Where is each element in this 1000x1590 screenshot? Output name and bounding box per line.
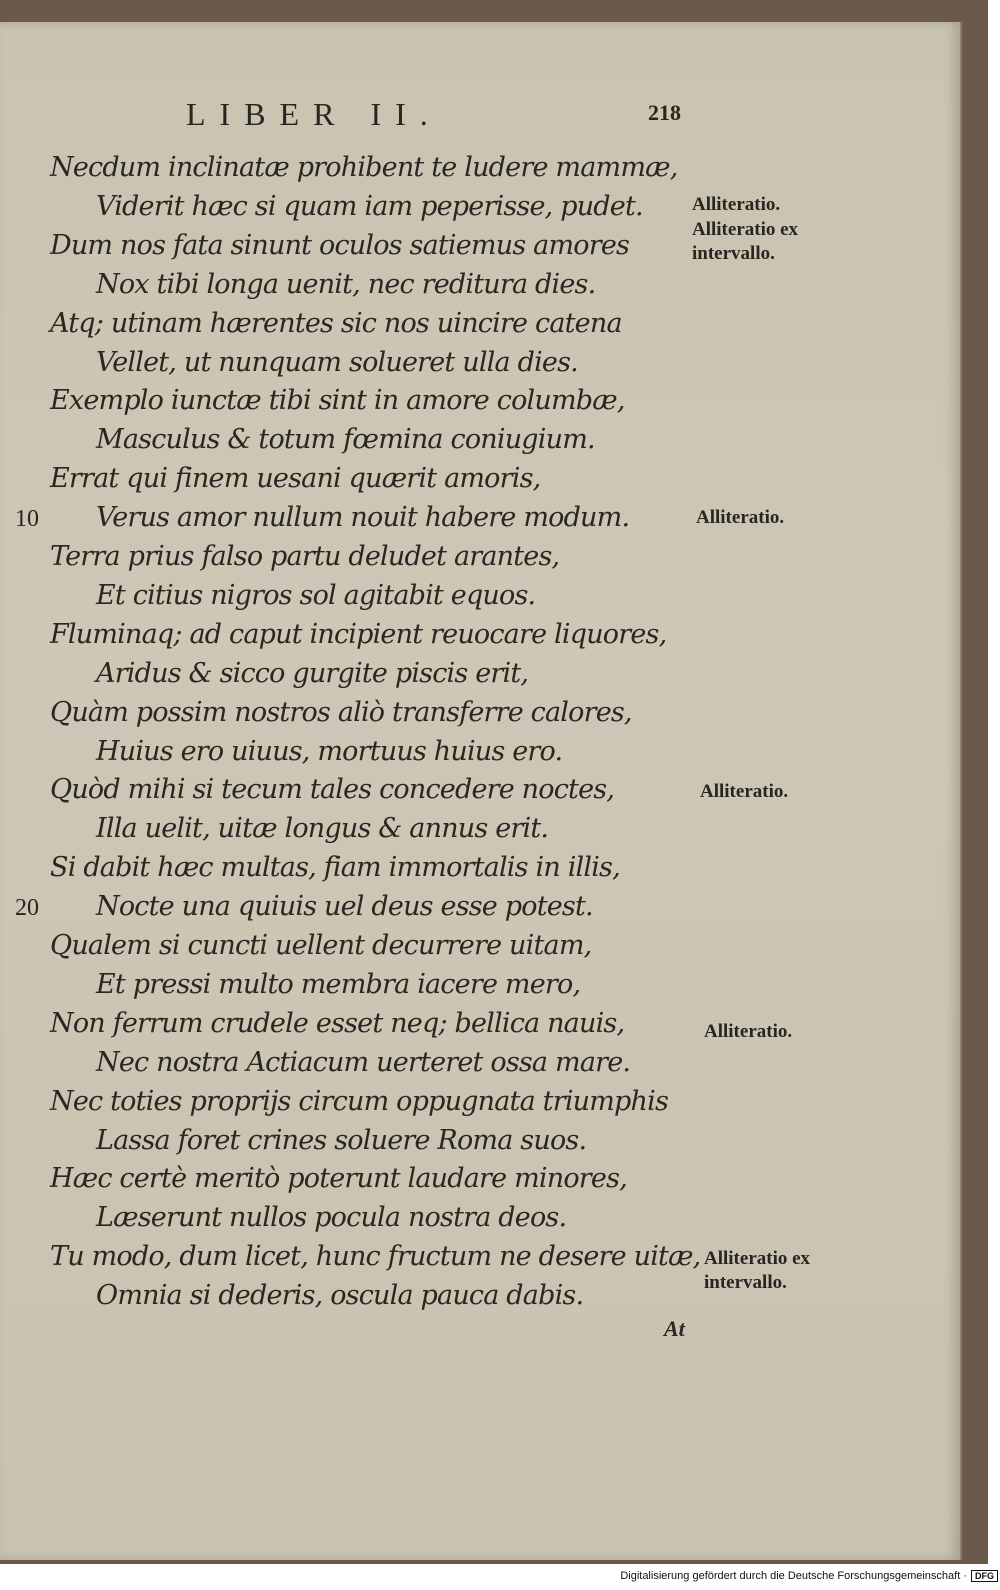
- verse-line: Nec nostra Actiacum uerteret ossa mare.: [96, 1046, 631, 1078]
- verse-line: Non ferrum crudele esset neq; bellica nauis,: [50, 1007, 625, 1039]
- verse-line: Nox tibi longa uenit, nec reditura dies.: [96, 268, 596, 300]
- verse-line: Omnia si dederis, oscula pauca dabis.: [96, 1280, 584, 1312]
- verse-line: Huius ero uiuus, mortuus huius ero.: [96, 735, 563, 767]
- verse-line: Lassa foret crines soluere Roma suos.: [96, 1124, 587, 1156]
- digitization-credit: [598, 1570, 998, 1582]
- running-head: LIBER II.: [186, 96, 442, 132]
- verse-line: Hæc certè meritò poterunt laudare minores,: [50, 1163, 627, 1195]
- verse-line: Læserunt nullos pocula nostra deos.: [96, 1202, 567, 1234]
- verse-line: Vellet, ut nunquam solueret ulla dies.: [96, 346, 578, 378]
- verse-line: Exemplo iunctæ tibi sint in amore columbæ,: [50, 385, 625, 417]
- margin-note: Alliteratio.: [704, 1020, 793, 1042]
- verse-line: Necdum inclinatæ prohibent te ludere mammæ,: [50, 152, 678, 183]
- verse-line: Tu modo, dum licet, hunc fructum ne desere uitæ,: [50, 1241, 701, 1273]
- verse-line: Nocte una quiuis uel deus esse potest.: [96, 891, 593, 923]
- verse-line: Quàm possim nostros aliò transferre calores,: [50, 696, 632, 728]
- verse-line: Dum nos fata sinunt oculos satiemus amores: [50, 229, 630, 261]
- catchword: At: [664, 1316, 685, 1341]
- margin-note: Alliteratio.: [692, 193, 781, 215]
- verse-line: Quòd mihi si tecum tales concedere noctes,: [50, 774, 615, 806]
- verse-line: Viderit hæc si quam iam peperisse, pudet.: [96, 190, 643, 222]
- margin-note: Alliteratio.: [696, 507, 785, 529]
- verse-line: Verus amor nullum nouit habere modum.: [96, 502, 630, 534]
- verse-line: Illa uelit, uitæ longus & annus erit.: [96, 813, 549, 845]
- verse-line: Atq; utinam hærentes sic nos uincire catena: [50, 307, 622, 339]
- line-number: 20: [15, 895, 39, 922]
- verse-line: Masculus & totum fœmina coniugium.: [96, 424, 595, 456]
- verse-line: Et citius nigros sol agitabit equos.: [96, 579, 536, 611]
- margin-note: Alliteratio ex intervallo.: [692, 218, 799, 264]
- margin-note: Alliteratio ex intervallo.: [704, 1248, 811, 1294]
- verse-line: Nec toties proprijs circum oppugnata triumphis: [50, 1085, 669, 1117]
- verse-line: Et pressi multo membra iacere mero,: [96, 968, 581, 1000]
- verse-line: Si dabit hæc multas, fiam immortalis in illis,: [50, 852, 620, 884]
- line-number: 10: [15, 506, 39, 533]
- page-number: 218: [648, 100, 681, 125]
- dfg-logo: DFG: [971, 1570, 998, 1582]
- margin-note: Alliteratio.: [700, 781, 789, 803]
- verse-line: Terra prius falso partu deludet arantes,: [50, 541, 560, 572]
- verse-line: Aridus & sicco gurgite piscis erit,: [96, 657, 529, 689]
- verse-line: Qualem si cuncti uellent decurrere uitam,: [50, 930, 592, 961]
- verse-line: Fluminaq; ad caput incipient reuocare liquores,: [50, 618, 667, 650]
- verse-line: Errat qui finem uesani quærit amoris,: [50, 463, 541, 495]
- credit-text: Digitalisierung gefördert durch die Deutsche Forschungsgemeinschaft ·: [620, 1570, 967, 1582]
